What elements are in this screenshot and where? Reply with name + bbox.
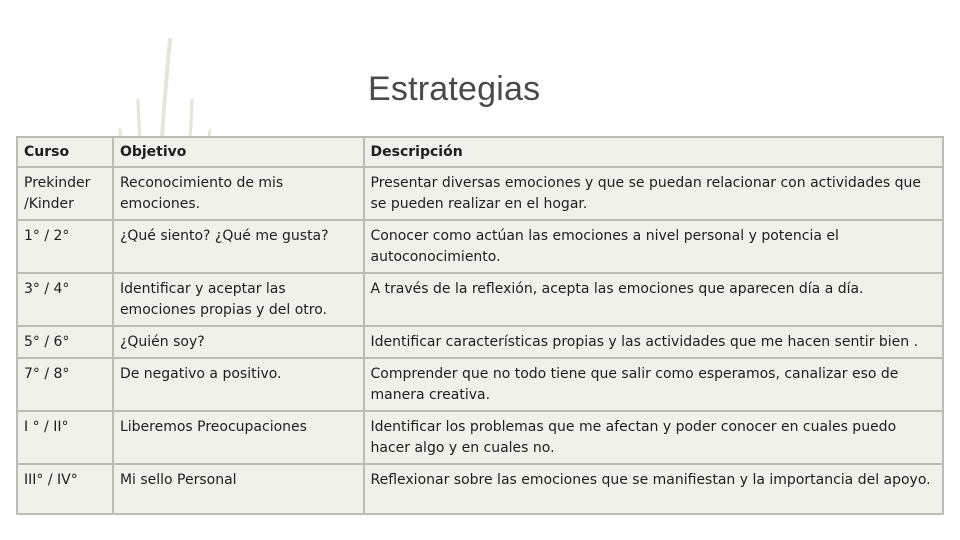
cell-curso: III° / IV° [17,464,113,514]
cell-descripcion: Identificar los problemas que me afectan y poder conocer en cuales puedo hacer algo y en cuales no. [364,411,944,464]
column-header-objetivo: Objetivo [113,137,364,167]
cell-objetivo: Identificar y aceptar las emociones propias y del otro. [113,273,364,326]
table-row [17,464,943,514]
page-title: Estrategias [368,70,541,108]
cell-objetivo: Mi sello Personal [113,464,364,514]
cell-objetivo: Liberemos Preocupaciones [113,411,364,464]
column-header-curso: Curso [17,137,113,167]
table-header-row [17,137,943,167]
cell-curso: 1° / 2° [17,220,113,273]
table-row [17,167,943,220]
cell-curso: 7° / 8° [17,358,113,411]
cell-curso: I ° / II° [17,411,113,464]
column-header-descripcion: Descripción [364,137,944,167]
cell-objetivo: Reconocimiento de mis emociones. [113,167,364,220]
table-row [17,220,943,273]
strategies-table [16,136,944,515]
cell-objetivo: ¿Qué siento? ¿Qué me gusta? [113,220,364,273]
cell-descripcion: A través de la reflexión, acepta las emociones que aparecen día a día. [364,273,944,326]
cell-objetivo: ¿Quién soy? [113,326,364,358]
cell-descripcion: Presentar diversas emociones y que se puedan relacionar con actividades que se pueden realizar en el hogar. [364,167,944,220]
cell-descripcion: Identificar características propias y las actividades que me hacen sentir bien . [364,326,944,358]
cell-objetivo: De negativo a positivo. [113,358,364,411]
cell-descripcion: Reflexionar sobre las emociones que se manifiestan y la importancia del apoyo. [364,464,944,514]
cell-curso: 3° / 4° [17,273,113,326]
cell-curso: 5° / 6° [17,326,113,358]
table-row [17,326,943,358]
cell-descripcion: Conocer como actúan las emociones a nivel personal y potencia el autoconocimiento. [364,220,944,273]
table-row [17,273,943,326]
cell-descripcion: Comprender que no todo tiene que salir como esperamos, canalizar eso de manera creativa. [364,358,944,411]
table-row [17,358,943,411]
cell-curso: Prekinder /Kinder [17,167,113,220]
table-row [17,411,943,464]
